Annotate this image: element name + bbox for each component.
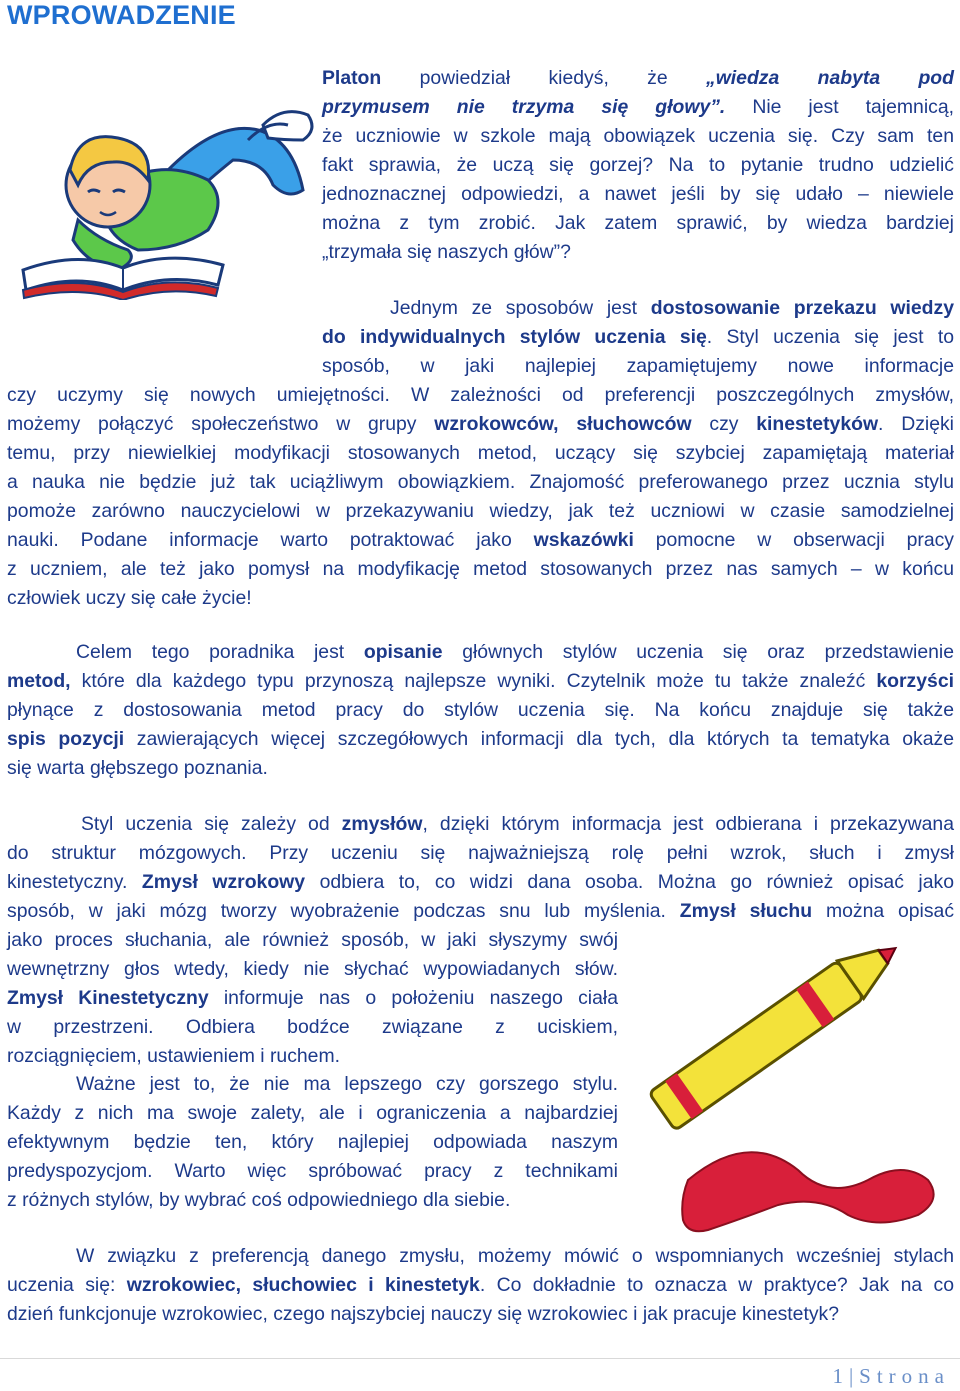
guide-purpose-paragraph: [7, 638, 954, 783]
text-line: fakt sprawia, że uczą się gorzej? Na to pytanie trudno udzielić: [322, 154, 954, 176]
text-line: wewnętrzny głos wtedy, kiedy nie słychać wypowiadanych słów.: [7, 958, 618, 980]
boy-reading-illustration: [18, 100, 318, 300]
text-line: do struktur mózgowych. Przy uczeniu się najważniejszą rolę pełni wzrok, słuch i zmysł: [7, 842, 954, 864]
styles-summary-paragraph: [7, 1242, 954, 1329]
text-line: spis pozycji zawierających więcej szczegółowych informacji dla tych, dla których ta tematyka okaże: [7, 728, 954, 750]
text-line: nauki. Podane informacje warto potraktować jako wskazówki pomocne w obserwacji pracy: [7, 529, 955, 551]
crayon-illustration: [628, 930, 948, 1240]
senses-paragraph: [7, 810, 954, 926]
text-line: do indywidualnych stylów uczenia się. Styl uczenia się jest to: [322, 326, 954, 348]
text-line: że uczniowie w szkole mają obowiązek uczenia się. Czy sam ten: [322, 125, 954, 147]
text-line: Celem tego poradnika jest opisanie głównych stylów uczenia się oraz przedstawienie: [76, 641, 954, 663]
text-line: płynące z dostosowania metod pracy do stylów uczenia się. Na końcu znajduje się także: [7, 699, 954, 721]
text-line: pomoże zarówno nauczycielowi w przekazywaniu wiedzy, jak też uczniowi w czasie samodzielnej: [7, 500, 954, 522]
text-line: a nauka nie będzie już tak uciążliwym obowiązkiem. Znajomość preferowanego przez ucznia stylu: [7, 471, 954, 493]
text-line: można z tym zrobić. Jak zatem sprawić, by wiedza bardziej: [322, 212, 954, 234]
text-line: Zmysł Kinestetyczny informuje nas o położeniu naszego ciała: [7, 987, 618, 1009]
text-line: z różnych stylów, by wybrać coś odpowiedniego dla siebie.: [7, 1189, 511, 1211]
text-line: Jednym ze sposobów jest dostosowanie przekazu wiedzy: [390, 297, 954, 319]
text-line: kinestetyczny. Zmysł wzrokowy odbiera to, co widzi dana osoba. Można go również opisać jako: [7, 871, 954, 893]
text-line: czy uczymy się nowych umiejętności. W zależności od preferencji poszczególnych zmysłów,: [7, 384, 954, 406]
text-line: W związku z preferencją danego zmysłu, możemy mówić o wspomnianych wcześniej stylach: [76, 1245, 954, 1267]
text-line: Ważne jest to, że nie ma lepszego czy gorszego stylu.: [76, 1073, 618, 1095]
text-line: temu, przy niewielkiej modyfikacji stosowanych metod, uczący się szybciej zapamiętają materiał: [7, 442, 954, 464]
text-line: rozciągnięciem, ustawieniem i ruchem.: [7, 1045, 341, 1067]
page-word: Strona: [859, 1364, 950, 1388]
senses-paragraph-cont: [7, 926, 618, 1071]
text-line: z uczniem, ale też jako pomysł na modyfikację metod stosowanych przez nas samych – w końcu: [7, 558, 954, 580]
text-line: Platon powiedział kiedyś, że „wiedza nabyta pod: [322, 67, 954, 89]
text-line: się warta głębszego poznania.: [7, 757, 268, 779]
text-line: Każdy z nich ma swoje zalety, ale i ograniczenia a najbardziej: [7, 1102, 618, 1124]
intro-paragraph: [322, 64, 954, 267]
text-line: możemy połączyć społeczeństwo w grupy wzrokowców, słuchowców czy kinestetyków. Dzięki: [7, 413, 954, 435]
text-line: efektywnym będzie ten, który najlepiej odpowiada naszym: [7, 1131, 618, 1153]
text-line: człowiek uczy się całe życie!: [7, 587, 252, 609]
text-line: predyspozycjom. Warto więc spróbować pracy z technikami: [7, 1160, 618, 1182]
page-footer: [832, 1364, 950, 1389]
text-line: uczenia się: wzrokowiec, słuchowiec i kinestetyk. Co dokładnie to oznacza w praktyce? Jak na co: [7, 1274, 954, 1296]
text-line: jednoznacznej odpowiedzi, a nawet jeśli by się udało – niewiele: [322, 183, 954, 205]
text-line: w przestrzeni. Odbiera bodźce związane z uciskiem,: [7, 1016, 618, 1038]
page-number: 1: [832, 1364, 849, 1388]
text-line: metod, które dla każdego typu przynoszą najlepsze wyniki. Czytelnik może tu także znaleźć korzyści: [7, 670, 954, 692]
text-line: sposób, w jaki mózg tworzy wyobrażenie podczas snu lub myślenia. Zmysł słuchu można opisać: [7, 900, 955, 922]
no-better-style-paragraph: [7, 1070, 618, 1215]
text-line: przymusem nie trzyma się głowy”. Nie jest tajemnicą,: [322, 96, 954, 118]
text-line: dzień funkcjonuje wzrokowiec, czego najszybciej nauczy się wzrokowiec i jak pracuje kinestetyk?: [7, 1303, 840, 1325]
text-line: jako proces słuchania, ale również sposób, w jaki słyszymy swój: [7, 929, 618, 951]
text-line: Styl uczenia się zależy od zmysłów, dzięki którym informacja jest odbierana i przekazywana: [81, 813, 954, 835]
text-line: „trzymała się naszych głów”?: [322, 241, 571, 263]
footer-divider: [0, 1358, 960, 1359]
page-title: WPROWADZENIE: [7, 0, 236, 30]
page-separator: |: [848, 1364, 860, 1388]
text-line: sposób, w jaki najlepiej zapamiętujemy nowe informacje: [322, 355, 954, 377]
learning-styles-paragraph: [7, 294, 954, 613]
